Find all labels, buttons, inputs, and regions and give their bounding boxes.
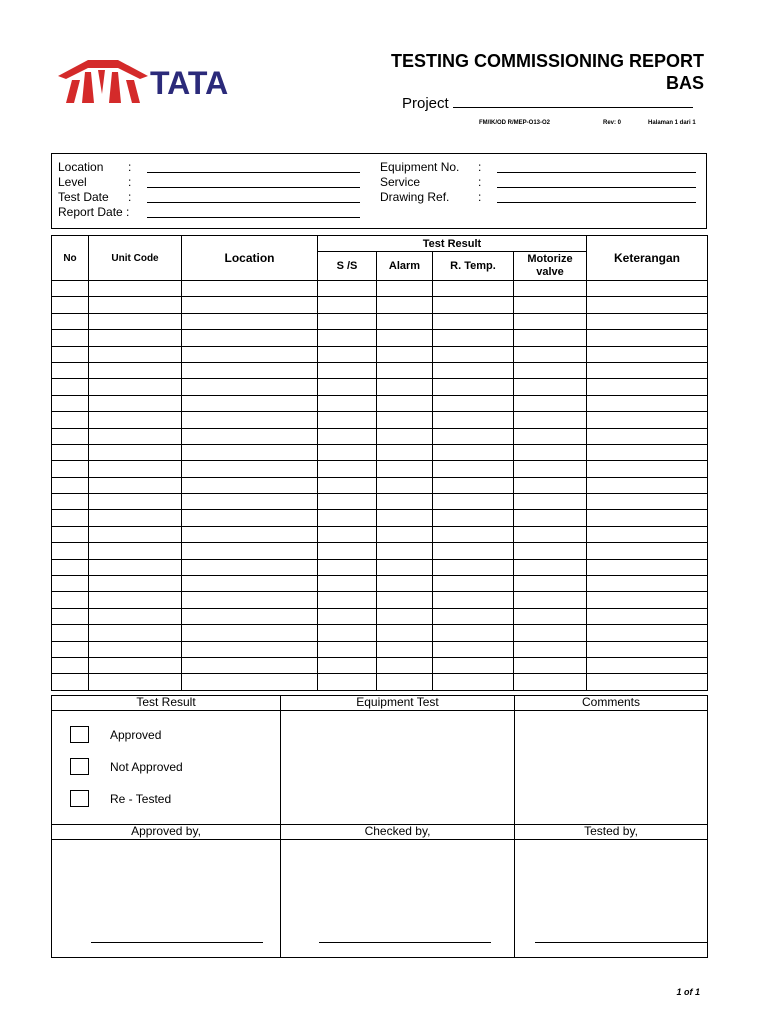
test-result-header: Test Result: [52, 696, 281, 711]
level-label: Level: [58, 175, 87, 189]
table-cell[interactable]: [318, 477, 377, 493]
table-cell[interactable]: [514, 494, 587, 510]
table-cell[interactable]: [52, 494, 89, 510]
table-cell[interactable]: [514, 313, 587, 329]
table-cell[interactable]: [182, 608, 318, 624]
drawing-ref-field[interactable]: [497, 202, 696, 203]
table-cell[interactable]: [377, 444, 433, 460]
table-cell[interactable]: [182, 379, 318, 395]
table-cell[interactable]: [318, 313, 377, 329]
re-tested-option[interactable]: [70, 790, 171, 807]
motorize-label: Motorize: [527, 253, 573, 265]
table-cell[interactable]: [182, 559, 318, 575]
table-cell[interactable]: [318, 608, 377, 624]
table-cell[interactable]: [318, 494, 377, 510]
table-cell[interactable]: [587, 444, 708, 460]
table-row: [52, 313, 708, 329]
table-cell[interactable]: [89, 625, 182, 641]
table-cell[interactable]: [514, 395, 587, 411]
table-cell[interactable]: [587, 559, 708, 575]
table-cell[interactable]: [514, 510, 587, 526]
table-cell[interactable]: [514, 559, 587, 575]
table-cell[interactable]: [182, 297, 318, 313]
table-cell[interactable]: [377, 461, 433, 477]
level-field[interactable]: [147, 187, 360, 188]
table-cell[interactable]: [587, 625, 708, 641]
table-cell[interactable]: [433, 657, 514, 673]
table-cell[interactable]: [52, 444, 89, 460]
table-cell[interactable]: [377, 313, 433, 329]
table-cell[interactable]: [377, 281, 433, 297]
table-row: [52, 281, 708, 297]
table-cell[interactable]: [182, 657, 318, 673]
table-cell[interactable]: [514, 625, 587, 641]
report-title: [391, 50, 704, 94]
table-row: [52, 625, 708, 641]
table-cell[interactable]: [318, 543, 377, 559]
grid-body: [52, 281, 708, 691]
report-date-field[interactable]: [147, 217, 360, 218]
table-cell[interactable]: [182, 395, 318, 411]
table-cell[interactable]: [182, 477, 318, 493]
not-approved-checkbox[interactable]: [70, 758, 89, 775]
table-row: [52, 592, 708, 608]
table-cell[interactable]: [89, 461, 182, 477]
project-label: Project: [402, 95, 449, 112]
table-cell[interactable]: [89, 412, 182, 428]
table-cell[interactable]: [89, 608, 182, 624]
table-cell[interactable]: [377, 674, 433, 690]
project-field[interactable]: [402, 94, 693, 112]
table-cell[interactable]: [52, 576, 89, 592]
tested-by-header: Tested by,: [515, 825, 708, 840]
table-cell[interactable]: [377, 477, 433, 493]
table-cell[interactable]: [89, 559, 182, 575]
table-cell[interactable]: [182, 461, 318, 477]
table-cell[interactable]: [52, 657, 89, 673]
table-cell[interactable]: [89, 674, 182, 690]
table-cell[interactable]: [433, 510, 514, 526]
equipment-test-area[interactable]: [281, 711, 515, 825]
col-keterangan: Keterangan: [587, 236, 708, 281]
table-cell[interactable]: [89, 657, 182, 673]
col-ss: S /S: [318, 252, 377, 281]
comments-area[interactable]: [515, 711, 708, 825]
table-cell[interactable]: [52, 412, 89, 428]
table-cell[interactable]: [587, 313, 708, 329]
table-cell[interactable]: [433, 576, 514, 592]
table-cell[interactable]: [52, 592, 89, 608]
table-cell[interactable]: [182, 494, 318, 510]
approved-by-signature[interactable]: [52, 840, 281, 958]
table-row: [52, 362, 708, 378]
table-cell[interactable]: [433, 346, 514, 362]
table-cell[interactable]: [52, 510, 89, 526]
table-cell[interactable]: [318, 297, 377, 313]
col-unit-code: Unit Code: [89, 236, 182, 281]
table-cell[interactable]: [52, 379, 89, 395]
table-cell[interactable]: [52, 559, 89, 575]
table-cell[interactable]: [318, 674, 377, 690]
table-cell[interactable]: [52, 428, 89, 444]
table-cell[interactable]: [52, 313, 89, 329]
col-no: No: [52, 236, 89, 281]
table-cell[interactable]: [587, 576, 708, 592]
table-row: [52, 379, 708, 395]
table-cell[interactable]: [377, 592, 433, 608]
re-tested-label: Re - Tested: [110, 791, 172, 806]
table-cell[interactable]: [318, 362, 377, 378]
equipment-no-field[interactable]: [497, 172, 696, 173]
table-cell[interactable]: [433, 592, 514, 608]
table-row: [52, 477, 708, 493]
tata-logo-mark-icon: [58, 58, 248, 108]
colon: :: [128, 175, 132, 189]
approved-by-header: Approved by,: [52, 825, 281, 840]
comments-header: Comments: [515, 696, 708, 711]
table-cell[interactable]: [318, 395, 377, 411]
table-cell[interactable]: [318, 428, 377, 444]
page-info: Halaman 1 dari 1: [648, 120, 696, 126]
table-cell[interactable]: [182, 412, 318, 428]
table-cell[interactable]: [377, 657, 433, 673]
table-cell[interactable]: [52, 477, 89, 493]
table-cell[interactable]: [89, 592, 182, 608]
table-cell[interactable]: [377, 297, 433, 313]
table-cell[interactable]: [587, 346, 708, 362]
table-cell[interactable]: [433, 608, 514, 624]
colon: :: [478, 160, 482, 174]
table-cell[interactable]: [514, 379, 587, 395]
table-cell[interactable]: [514, 674, 587, 690]
table-cell[interactable]: [182, 641, 318, 657]
table-cell[interactable]: [433, 494, 514, 510]
table-cell[interactable]: [514, 592, 587, 608]
table-cell[interactable]: [433, 297, 514, 313]
table-cell[interactable]: [587, 379, 708, 395]
table-cell[interactable]: [587, 592, 708, 608]
table-cell[interactable]: [587, 494, 708, 510]
table-cell[interactable]: [182, 526, 318, 542]
table-cell[interactable]: [52, 641, 89, 657]
table-cell[interactable]: [377, 576, 433, 592]
signature-line: [91, 942, 263, 943]
title-line-1: TESTING COMMISSIONING REPORT: [390, 51, 704, 71]
table-cell[interactable]: [433, 641, 514, 657]
table-cell[interactable]: [433, 625, 514, 641]
table-cell[interactable]: [377, 330, 433, 346]
colon: :: [128, 160, 132, 174]
table-cell[interactable]: [52, 395, 89, 411]
table-cell[interactable]: [182, 576, 318, 592]
table-cell[interactable]: [89, 281, 182, 297]
table-row: [52, 330, 708, 346]
table-cell[interactable]: [587, 543, 708, 559]
table-cell[interactable]: [433, 543, 514, 559]
table-cell[interactable]: [587, 362, 708, 378]
table-cell[interactable]: [587, 608, 708, 624]
table-cell[interactable]: [433, 313, 514, 329]
table-cell[interactable]: [318, 461, 377, 477]
table-cell[interactable]: [514, 543, 587, 559]
table-cell[interactable]: [514, 657, 587, 673]
table-cell[interactable]: [89, 510, 182, 526]
table-cell[interactable]: [89, 362, 182, 378]
signature-line: [535, 942, 707, 943]
page-number: 1 of 1: [676, 987, 700, 997]
table-cell[interactable]: [377, 428, 433, 444]
doc-code: FM/IK/OD R/MEP-O13-O2: [479, 120, 551, 126]
location-field[interactable]: [147, 172, 360, 173]
table-cell[interactable]: [182, 510, 318, 526]
table-cell[interactable]: [318, 444, 377, 460]
checked-by-signature[interactable]: [281, 840, 515, 958]
table-cell[interactable]: [433, 674, 514, 690]
table-cell[interactable]: [318, 576, 377, 592]
table-cell[interactable]: [52, 346, 89, 362]
table-cell[interactable]: [52, 362, 89, 378]
table-cell[interactable]: [433, 428, 514, 444]
table-cell[interactable]: [377, 559, 433, 575]
col-rtemp: R. Temp.: [433, 252, 514, 281]
colon: :: [478, 190, 482, 204]
table-cell[interactable]: [182, 281, 318, 297]
info-box: [51, 153, 707, 229]
table-cell[interactable]: [514, 330, 587, 346]
logo-text: TATA: [150, 65, 229, 101]
table-cell[interactable]: [587, 330, 708, 346]
table-cell[interactable]: [52, 281, 89, 297]
table-row: [52, 576, 708, 592]
table-cell[interactable]: [377, 543, 433, 559]
table-cell[interactable]: [182, 592, 318, 608]
table-cell[interactable]: [89, 297, 182, 313]
not-approved-label: Not Approved: [110, 759, 183, 774]
table-cell[interactable]: [587, 281, 708, 297]
signature-line: [319, 942, 491, 943]
table-cell[interactable]: [318, 559, 377, 575]
table-cell[interactable]: [587, 477, 708, 493]
table-cell[interactable]: [182, 444, 318, 460]
table-cell[interactable]: [89, 543, 182, 559]
table-cell[interactable]: [89, 313, 182, 329]
colon: :: [478, 175, 482, 189]
table-cell[interactable]: [52, 330, 89, 346]
table-row: [52, 395, 708, 411]
table-cell[interactable]: [514, 412, 587, 428]
table-cell[interactable]: [433, 362, 514, 378]
table-row: [52, 510, 708, 526]
table-cell[interactable]: [433, 461, 514, 477]
table-cell[interactable]: [514, 362, 587, 378]
table-cell[interactable]: [587, 674, 708, 690]
table-cell[interactable]: [377, 346, 433, 362]
table-cell[interactable]: [377, 625, 433, 641]
checked-by-header: Checked by,: [281, 825, 515, 840]
report-date-label: Report Date :: [58, 205, 130, 219]
col-alarm: Alarm: [377, 252, 433, 281]
table-cell[interactable]: [52, 608, 89, 624]
colon: :: [128, 190, 132, 204]
table-cell[interactable]: [587, 641, 708, 657]
table-cell[interactable]: [89, 330, 182, 346]
equipment-test-header: Equipment Test: [281, 696, 515, 711]
table-cell[interactable]: [587, 526, 708, 542]
not-approved-option[interactable]: [70, 758, 183, 775]
table-cell[interactable]: [182, 346, 318, 362]
table-cell[interactable]: [89, 444, 182, 460]
table-cell[interactable]: [52, 674, 89, 690]
table-row: [52, 412, 708, 428]
valve-label: valve: [536, 266, 564, 278]
table-cell[interactable]: [52, 543, 89, 559]
table-cell[interactable]: [318, 625, 377, 641]
table-cell[interactable]: [514, 428, 587, 444]
location-label: Location: [58, 160, 104, 174]
test-date-label: Test Date: [58, 190, 109, 204]
table-cell[interactable]: [182, 330, 318, 346]
approved-option[interactable]: [70, 726, 161, 743]
table-cell[interactable]: [182, 428, 318, 444]
test-result-grid: [51, 235, 708, 691]
table-cell[interactable]: [433, 281, 514, 297]
table-cell[interactable]: [514, 297, 587, 313]
col-motorize-valve: [514, 252, 587, 281]
table-cell[interactable]: [433, 477, 514, 493]
table-cell[interactable]: [514, 608, 587, 624]
table-cell[interactable]: [377, 641, 433, 657]
table-cell[interactable]: [514, 477, 587, 493]
table-cell[interactable]: [182, 674, 318, 690]
table-cell[interactable]: [587, 428, 708, 444]
approval-section: [51, 695, 708, 958]
table-cell[interactable]: [52, 526, 89, 542]
drawing-ref-label: Drawing Ref.: [380, 190, 450, 204]
table-cell[interactable]: [377, 379, 433, 395]
table-cell[interactable]: [318, 412, 377, 428]
table-cell[interactable]: [587, 412, 708, 428]
table-cell[interactable]: [587, 461, 708, 477]
table-cell[interactable]: [377, 494, 433, 510]
table-cell[interactable]: [318, 526, 377, 542]
table-row: [52, 657, 708, 673]
table-row: [52, 543, 708, 559]
table-row: [52, 526, 708, 542]
approved-label: Approved: [110, 727, 162, 742]
table-cell[interactable]: [377, 608, 433, 624]
table-cell[interactable]: [89, 641, 182, 657]
table-cell[interactable]: [318, 641, 377, 657]
table-row: [52, 461, 708, 477]
table-cell[interactable]: [318, 346, 377, 362]
table-row: [52, 444, 708, 460]
tata-logo: [58, 58, 248, 108]
test-date-field[interactable]: [147, 202, 360, 203]
table-cell[interactable]: [377, 412, 433, 428]
table-cell[interactable]: [433, 444, 514, 460]
table-cell[interactable]: [433, 379, 514, 395]
table-cell[interactable]: [433, 330, 514, 346]
service-field[interactable]: [497, 187, 696, 188]
table-cell[interactable]: [182, 362, 318, 378]
table-cell[interactable]: [318, 379, 377, 395]
table-cell[interactable]: [433, 412, 514, 428]
table-cell[interactable]: [433, 526, 514, 542]
table-cell[interactable]: [89, 346, 182, 362]
table-cell[interactable]: [89, 494, 182, 510]
table-cell[interactable]: [587, 297, 708, 313]
table-cell[interactable]: [89, 428, 182, 444]
table-cell[interactable]: [318, 281, 377, 297]
approved-checkbox[interactable]: [70, 726, 89, 743]
table-cell[interactable]: [514, 461, 587, 477]
table-cell[interactable]: [377, 395, 433, 411]
table-cell[interactable]: [52, 461, 89, 477]
table-cell[interactable]: [377, 362, 433, 378]
table-cell[interactable]: [182, 543, 318, 559]
table-row: [52, 346, 708, 362]
table-cell[interactable]: [182, 625, 318, 641]
table-cell[interactable]: [377, 526, 433, 542]
table-row: [52, 297, 708, 313]
table-cell[interactable]: [433, 559, 514, 575]
table-row: [52, 559, 708, 575]
table-cell[interactable]: [514, 526, 587, 542]
re-tested-checkbox[interactable]: [70, 790, 89, 807]
table-cell[interactable]: [89, 379, 182, 395]
equipment-no-label: Equipment No.: [380, 160, 460, 174]
test-result-options: [52, 711, 281, 825]
table-cell[interactable]: [514, 281, 587, 297]
table-cell[interactable]: [587, 657, 708, 673]
table-row: [52, 494, 708, 510]
col-test-result: Test Result: [318, 236, 587, 252]
table-cell[interactable]: [89, 395, 182, 411]
col-location: Location: [182, 236, 318, 281]
table-cell[interactable]: [89, 576, 182, 592]
table-cell[interactable]: [182, 313, 318, 329]
table-cell[interactable]: [514, 444, 587, 460]
table-cell[interactable]: [587, 510, 708, 526]
table-cell[interactable]: [433, 395, 514, 411]
tested-by-signature[interactable]: [515, 840, 708, 958]
service-label: Service: [380, 175, 421, 189]
table-row: [52, 674, 708, 690]
table-cell[interactable]: [52, 297, 89, 313]
table-cell[interactable]: [587, 395, 708, 411]
table-cell[interactable]: [318, 657, 377, 673]
project-underline[interactable]: [453, 94, 693, 108]
table-row: [52, 428, 708, 444]
title-line-2: BAS: [665, 73, 704, 93]
table-cell[interactable]: [514, 346, 587, 362]
table-cell[interactable]: [318, 330, 377, 346]
table-cell[interactable]: [318, 592, 377, 608]
table-cell[interactable]: [377, 510, 433, 526]
table-cell[interactable]: [514, 576, 587, 592]
revision: Rev: 0: [603, 120, 622, 126]
table-cell[interactable]: [89, 477, 182, 493]
table-cell[interactable]: [52, 625, 89, 641]
table-row: [52, 608, 708, 624]
table-row: [52, 641, 708, 657]
table-cell[interactable]: [89, 526, 182, 542]
table-cell[interactable]: [514, 641, 587, 657]
table-cell[interactable]: [318, 510, 377, 526]
